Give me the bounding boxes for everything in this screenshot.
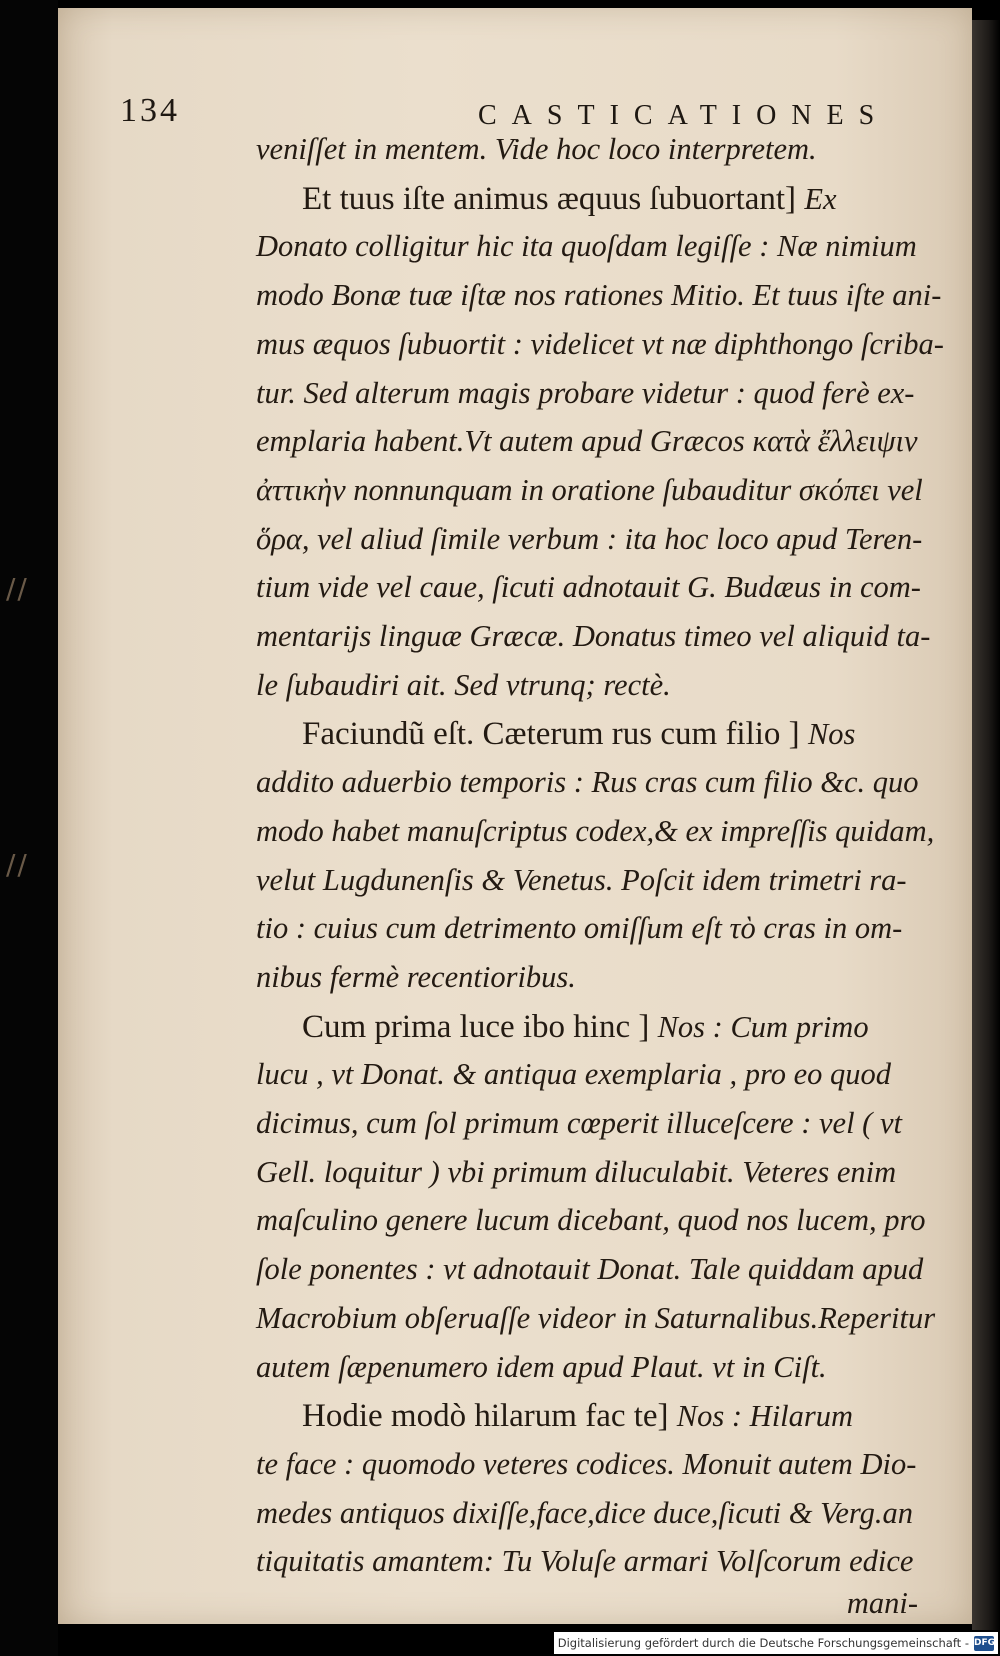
- margin-mark: //: [6, 848, 29, 881]
- scan-left-edge: [0, 0, 58, 1656]
- commentary-text: medes antiquos dixiſſe,face,dice duce,ſicuti & Verg.an: [256, 1495, 913, 1530]
- commentary-text: ἀττικὴν nonnunquam in oratione ſubauditur σκόπει vel: [256, 472, 923, 507]
- text-line: [256, 522, 922, 557]
- text-line: [256, 1496, 913, 1531]
- catchword: mani-: [846, 1586, 918, 1620]
- text-line: [256, 132, 817, 167]
- running-head: CASTICATIONES: [478, 100, 890, 131]
- text-line: [256, 1203, 925, 1238]
- commentary-text: Macrobium obſeruaſſe videor in Saturnalibus.Reperitur: [256, 1300, 936, 1335]
- scan-right-edge: [972, 20, 1000, 1630]
- text-line: [256, 765, 918, 800]
- commentary-text: Ex: [804, 181, 837, 216]
- text-line: [302, 1398, 853, 1435]
- commentary-text: tium vide vel caue, ſicuti adnotauit G. Budæus in com-: [256, 570, 921, 605]
- text-line: [256, 668, 671, 703]
- text-line: [256, 1447, 916, 1482]
- text-line: [256, 1057, 891, 1092]
- text-line: [256, 229, 917, 264]
- commentary-text: emplaria habent.Vt autem apud Græcos κατὰ ἔλλειψιν: [256, 424, 918, 459]
- text-line: [256, 1106, 902, 1141]
- commentary-text: tio : cuius cum detrimento omiſſum eſt τὸ cras in om-: [256, 911, 903, 946]
- commentary-text: nibus fermè recentioribus.: [256, 959, 576, 994]
- commentary-text: tiquitatis amantem: Tu Voluſe armari Volſcorum edice: [256, 1544, 914, 1579]
- text-line: [256, 1350, 827, 1385]
- lemma-text: Et tuus iſte animus æquus ſubuortant]: [302, 180, 805, 217]
- lemma-text: Hodie modò hilarum fac te]: [302, 1398, 677, 1435]
- commentary-text: autem ſæpenumero idem apud Plaut. vt in Ciſt.: [256, 1349, 827, 1384]
- commentary-text: mentarijs linguæ Græcæ. Donatus timeo vel aliquid ta-: [256, 619, 931, 653]
- text-line: [302, 716, 855, 753]
- lemma-text: Cum prima luce ibo hinc ]: [302, 1008, 658, 1045]
- text-line: [302, 181, 836, 218]
- text-line: [256, 278, 941, 313]
- text-line: [256, 570, 921, 605]
- funding-notice: Digitalisierung gefördert durch die Deutsche Forschungsgemeinschaft -: [557, 1636, 969, 1650]
- commentary-text: Donato colligitur hic ita quoſdam legiſſe : Næ nimium: [256, 229, 917, 264]
- commentary-text: veniſſet in mentem. Vide hoc loco interpretem.: [256, 132, 817, 166]
- commentary-text: modo habet manuſcriptus codex,& ex impreſſis quidam,: [256, 813, 935, 848]
- commentary-text: Nos : Hilarum: [676, 1399, 854, 1434]
- digitization-footer: [554, 1632, 998, 1654]
- dfg-logo-icon: DFG: [974, 1636, 994, 1651]
- text-line: [256, 424, 918, 459]
- text-line: [256, 911, 902, 946]
- commentary-text: Gell. loquitur ) vbi primum diluculabit. Veteres enim: [256, 1154, 897, 1189]
- lemma-text: Faciundũ eſt. Cæterum rus cum filio ]: [302, 716, 808, 753]
- text-line: [256, 814, 934, 849]
- folio-number: 134: [120, 92, 180, 129]
- commentary-text: te face : quomodo veteres codices. Monuit autem Dio-: [256, 1446, 917, 1481]
- text-line: [256, 376, 914, 411]
- commentary-text: tur. Sed alterum magis probare videtur : quod ferè ex-: [256, 375, 915, 410]
- text-line: [256, 1155, 896, 1190]
- commentary-text: dicimus, cum ſol primum cœperit illuceſcere : vel ( vt: [256, 1106, 902, 1140]
- text-line: [256, 1544, 913, 1579]
- commentary-text: le ſubaudiri ait. Sed vtrunq; rectè.: [256, 667, 671, 702]
- text-line: [256, 1252, 923, 1287]
- commentary-text: Nos: [807, 717, 856, 752]
- commentary-text: ὅρα, vel aliud ſimile verbum : ita hoc loco apud Teren-: [256, 521, 923, 556]
- commentary-text: velut Lugdunenſis & Venetus. Poſcit idem trimetri ra-: [256, 862, 907, 897]
- text-line: [256, 960, 576, 995]
- commentary-text: maſculino genere lucum dicebant, quod nos lucem, pro: [256, 1203, 926, 1238]
- text-line: [256, 619, 930, 654]
- text-line: [256, 1301, 935, 1336]
- commentary-text: Nos : Cum primo: [657, 1009, 869, 1044]
- text-line: [256, 863, 907, 898]
- text-line: [302, 1009, 869, 1046]
- margin-mark: //: [6, 572, 29, 605]
- commentary-text: lucu , vt Donat. & antiqua exemplaria , pro eo quod: [256, 1057, 892, 1092]
- text-line: [256, 473, 923, 508]
- commentary-text: addito aduerbio temporis : Rus cras cum filio &c. quo: [256, 765, 919, 800]
- text-line: [256, 327, 944, 362]
- commentary-text: ſole ponentes : vt adnotauit Donat. Tale quiddam apud: [256, 1252, 924, 1287]
- commentary-text: mus æquos ſubuortit : videlicet vt næ diphthongo ſcriba-: [256, 326, 944, 361]
- commentary-text: modo Bonæ tuæ iſtæ nos rationes Mitio. Et tuus iſte ani-: [256, 278, 942, 313]
